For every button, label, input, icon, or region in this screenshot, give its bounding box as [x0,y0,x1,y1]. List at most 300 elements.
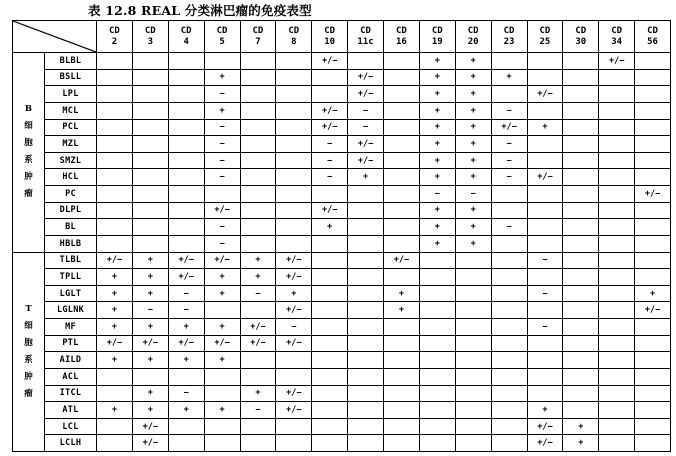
cell-value [527,53,563,70]
cell-value: + [419,202,455,219]
row-label: DLPL [45,202,97,219]
cell-value [97,136,133,153]
cell-value: + [204,402,240,419]
cell-value [419,285,455,302]
cell-value [599,69,635,86]
cell-value [312,186,348,203]
cell-value [527,102,563,119]
cell-value: + [168,402,204,419]
column-header-number: 8 [291,36,297,47]
cell-value: +/− [132,335,168,352]
cell-value [419,352,455,369]
cell-value [312,368,348,385]
column-header-prefix: CD [252,25,264,36]
cell-value [635,136,671,153]
cell-value [455,335,491,352]
table-row [13,435,671,452]
group-label [13,252,45,452]
cell-value: +/− [312,102,348,119]
cell-value: − [419,186,455,203]
column-header-number: 30 [575,36,587,47]
cell-value [97,368,133,385]
cell-value [204,385,240,402]
cell-value [491,385,527,402]
table-row [13,352,671,369]
cell-value [276,186,312,203]
row-label: MCL [45,102,97,119]
cell-value [384,335,420,352]
cell-value: + [491,69,527,86]
cell-value: − [527,252,563,269]
cell-value [348,269,384,286]
cell-value: +/− [312,202,348,219]
cell-value [563,152,599,169]
cell-value: + [348,169,384,186]
cell-value: − [168,302,204,319]
row-label: LCL [45,418,97,435]
cell-value: +/− [276,302,312,319]
cell-value: +/− [312,53,348,70]
column-header-number: 20 [467,36,479,47]
cell-value [527,385,563,402]
cell-value [132,219,168,236]
cell-value [635,385,671,402]
cell-value: + [455,53,491,70]
cell-value: − [491,152,527,169]
cell-value [276,152,312,169]
cell-value [312,302,348,319]
cell-value: + [384,285,420,302]
cell-value [455,285,491,302]
table-row [13,186,671,203]
cell-value [168,136,204,153]
cell-value [455,302,491,319]
cell-value: +/− [635,302,671,319]
table-title: 表 12.8 REAL 分类淋巴瘤的免疫表型 [88,3,312,18]
cell-value [348,285,384,302]
cell-value: +/− [276,402,312,419]
row-label: ACL [45,368,97,385]
cell-value [563,352,599,369]
cell-value [491,418,527,435]
row-label: HBLB [45,235,97,252]
group-label-char: 肿 [24,172,33,183]
cell-value [168,53,204,70]
cell-value: + [419,152,455,169]
cell-value [527,302,563,319]
cell-value: + [132,385,168,402]
column-header-prefix: CD [144,25,156,36]
cell-value [312,335,348,352]
cell-value [312,435,348,452]
cell-value [132,152,168,169]
cell-value [97,86,133,103]
cell-value: − [312,169,348,186]
cell-value [599,385,635,402]
cell-value [312,86,348,103]
cell-value [599,368,635,385]
cell-value [97,385,133,402]
group-label-char: 肿 [24,371,33,382]
cell-value [168,119,204,136]
cell-value [635,219,671,236]
group-label-char: 胞 [24,138,33,149]
cell-value [204,53,240,70]
cell-value [132,102,168,119]
column-header-number: 2 [111,36,118,47]
cell-value [491,235,527,252]
cell-value: + [204,352,240,369]
cell-value: + [563,435,599,452]
cell-value [599,418,635,435]
cell-value [276,418,312,435]
group-label-char: 瘤 [24,388,33,399]
cell-value: + [563,418,599,435]
cell-value [240,435,276,452]
cell-value [599,136,635,153]
cell-value [599,302,635,319]
cell-value [527,136,563,153]
cell-value: +/− [204,252,240,269]
cell-value [563,402,599,419]
cell-value [563,252,599,269]
cell-value [563,235,599,252]
cell-value [384,69,420,86]
cell-value [240,202,276,219]
cell-value [312,69,348,86]
row-label: SMZL [45,152,97,169]
table-row [13,152,671,169]
cell-value: +/− [635,186,671,203]
cell-value [563,119,599,136]
cell-value: + [240,385,276,402]
column-header-prefix: CD [180,25,192,36]
column-header-prefix: CD [216,25,228,36]
cell-value: + [419,69,455,86]
cell-value [455,402,491,419]
group-label-char: B [24,104,33,115]
cell-value [204,435,240,452]
cell-value: + [97,285,133,302]
cell-value [97,435,133,452]
cell-value [635,235,671,252]
column-header-number: 11c [357,36,374,47]
cell-value [97,219,133,236]
cell-value [168,102,204,119]
cell-value [563,368,599,385]
cell-value [240,418,276,435]
column-header-prefix: CD [611,25,623,36]
cell-value [168,86,204,103]
cell-value [276,53,312,70]
cell-value [635,202,671,219]
cell-value: + [527,119,563,136]
cell-value [599,202,635,219]
cell-value [348,53,384,70]
cell-value [599,152,635,169]
cell-value [527,335,563,352]
cell-value [599,86,635,103]
table-row [13,269,671,286]
cell-value [599,219,635,236]
cell-value [240,368,276,385]
cell-value: +/− [491,119,527,136]
cell-value [312,235,348,252]
cell-value [635,269,671,286]
cell-value [419,435,455,452]
cell-value [97,186,133,203]
cell-value [455,319,491,336]
cell-value [132,69,168,86]
cell-value: + [276,285,312,302]
column-header-prefix: CD [539,25,551,36]
cell-value: − [204,219,240,236]
cell-value [204,302,240,319]
cell-value [419,269,455,286]
cell-value [455,269,491,286]
cell-value [563,319,599,336]
cell-value: + [455,235,491,252]
cell-value [563,219,599,236]
cell-value [527,269,563,286]
cell-value [276,352,312,369]
column-header-number: 56 [647,36,658,47]
cell-value [348,186,384,203]
cell-value [599,102,635,119]
cell-value [635,169,671,186]
cell-value [599,119,635,136]
cell-value [348,235,384,252]
table-row [13,102,671,119]
cell-value: − [312,136,348,153]
cell-value: + [527,402,563,419]
cell-value [491,319,527,336]
cell-value: − [455,186,491,203]
cell-value [527,69,563,86]
cell-value [635,335,671,352]
cell-value [132,368,168,385]
cell-value [384,385,420,402]
cell-value [635,352,671,369]
cell-value: − [348,102,384,119]
cell-value [599,252,635,269]
cell-value [384,418,420,435]
cell-value [599,169,635,186]
cell-value [168,202,204,219]
cell-value: + [455,136,491,153]
cell-value [168,152,204,169]
cell-value: + [419,102,455,119]
cell-value [348,435,384,452]
cell-value [491,368,527,385]
cell-value [635,402,671,419]
row-label: LPL [45,86,97,103]
cell-value [384,319,420,336]
cell-value [240,186,276,203]
group-label-char: 胞 [24,337,33,348]
cell-value: + [204,269,240,286]
cell-value: + [455,219,491,236]
cell-value [384,202,420,219]
row-label: AILD [45,352,97,369]
cell-value: +/− [348,86,384,103]
cell-value [527,186,563,203]
cell-value: − [527,285,563,302]
cell-value: − [168,385,204,402]
cell-value [563,102,599,119]
cell-value: +/− [240,319,276,336]
table-row [13,285,671,302]
cell-value [240,69,276,86]
column-header [384,21,420,53]
cell-value: +/− [276,269,312,286]
cell-value: − [491,219,527,236]
column-header [204,21,240,53]
cell-value: + [240,269,276,286]
cell-value [240,352,276,369]
cell-value [276,169,312,186]
cell-value [384,219,420,236]
cell-value [563,202,599,219]
table-row [13,235,671,252]
cell-value [384,402,420,419]
cell-value: + [240,252,276,269]
cell-value [312,285,348,302]
cell-value [276,102,312,119]
cell-value [384,435,420,452]
cell-value [599,352,635,369]
cell-value [635,252,671,269]
cell-value: +/− [348,69,384,86]
table-row [13,86,671,103]
cell-value: − [204,152,240,169]
table-row [13,219,671,236]
cell-value [491,186,527,203]
cell-value: − [491,136,527,153]
cell-value [419,252,455,269]
cell-value: +/− [276,335,312,352]
row-label: LGLT [45,285,97,302]
cell-value: +/− [97,252,133,269]
row-label: ITCL [45,385,97,402]
cell-value: +/− [97,335,133,352]
table-row [13,385,671,402]
column-header-number: 7 [255,36,261,47]
cell-value: + [455,169,491,186]
cell-value [635,102,671,119]
cell-value [240,119,276,136]
row-label: HCL [45,169,97,186]
cell-value: − [204,169,240,186]
column-header-number: 34 [611,36,623,47]
cell-value [527,152,563,169]
cell-value [97,53,133,70]
cell-value: − [204,86,240,103]
row-label: PTL [45,335,97,352]
cell-value [491,335,527,352]
table-row [13,302,671,319]
cell-value: + [97,402,133,419]
column-header [455,21,491,53]
cell-value [348,368,384,385]
cell-value [419,418,455,435]
table-row [13,169,671,186]
row-label: BL [45,219,97,236]
cell-value: + [132,285,168,302]
table-row [13,252,671,269]
cell-value: + [132,319,168,336]
cell-value [240,102,276,119]
cell-value: + [168,319,204,336]
cell-value [240,152,276,169]
cell-value [312,352,348,369]
cell-value: + [132,352,168,369]
cell-value: + [204,69,240,86]
cell-value [384,136,420,153]
column-header [491,21,527,53]
cell-value: + [455,102,491,119]
cell-value [348,385,384,402]
cell-value [204,418,240,435]
cell-value [348,202,384,219]
cell-value [384,368,420,385]
cell-value [599,235,635,252]
cell-value [240,219,276,236]
cell-value [97,69,133,86]
column-header [599,21,635,53]
cell-value: +/− [276,385,312,402]
column-header-number: 25 [539,36,551,47]
cell-value [384,169,420,186]
cell-value: +/− [276,252,312,269]
column-header-number: 4 [183,36,189,47]
cell-value [132,86,168,103]
immunophenotype-table [12,20,671,452]
cell-value [419,335,455,352]
cell-value [348,402,384,419]
row-label: TPLL [45,269,97,286]
cell-value [563,86,599,103]
cell-value [527,202,563,219]
cell-value [276,235,312,252]
column-header [312,21,348,53]
cell-value [276,219,312,236]
cell-value [168,368,204,385]
cell-value: +/− [527,86,563,103]
column-header-prefix: CD [503,25,515,36]
table-row [13,418,671,435]
cell-value: + [419,119,455,136]
cell-value [599,285,635,302]
cell-value [419,385,455,402]
cell-value [312,319,348,336]
column-header-prefix: CD [396,25,407,36]
column-header [97,21,133,53]
cell-value: +/− [527,169,563,186]
column-header [276,21,312,53]
cell-value [276,202,312,219]
cell-value [384,86,420,103]
cell-value [168,69,204,86]
corner-diagonal-line [13,21,96,52]
group-label-char: 系 [24,155,33,166]
cell-value: +/− [599,53,635,70]
cell-value [348,335,384,352]
column-header [419,21,455,53]
row-label: MF [45,319,97,336]
column-header-number: 3 [147,36,154,47]
column-header-prefix: CD [467,25,479,36]
